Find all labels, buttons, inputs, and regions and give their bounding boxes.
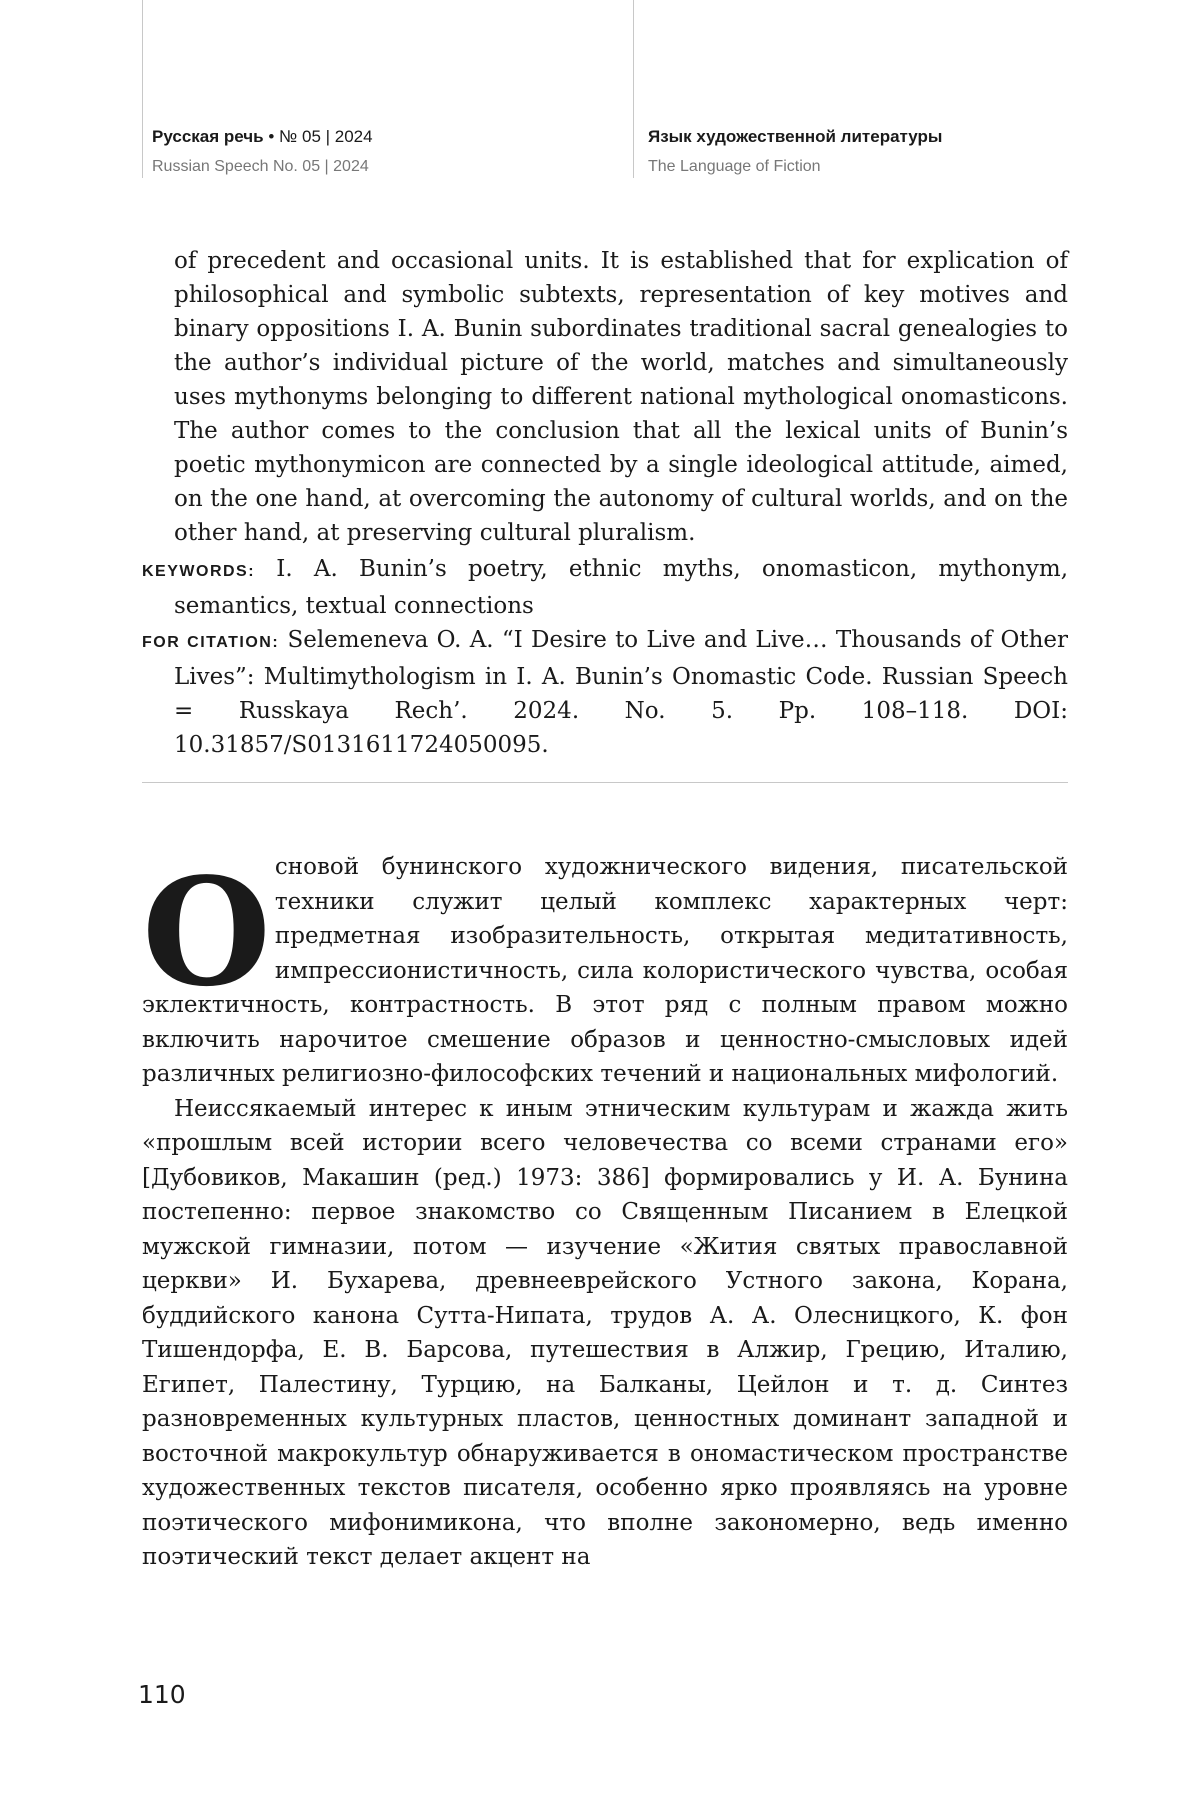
journal-title-en: Russian Speech No. 05 | 2024 — [152, 158, 369, 175]
running-header-right — [648, 126, 942, 178]
keywords-label: KEYWORDS: — [142, 563, 256, 580]
citation — [142, 623, 1068, 762]
section-name-ru: Язык художественной литературы — [648, 127, 943, 146]
section-title-en: The Language of Fiction — [648, 158, 821, 175]
journal-title-ru — [152, 126, 373, 148]
drop-cap: О — [142, 845, 271, 1019]
journal-issue-ru: • № 05 | 2024 — [263, 127, 373, 146]
citation-text: Selemeneva O. A. “I Desire to Live and Live… Thousands of Other Lives”: Multimythologism in I. A. Bunin’s Onomastic Code. Russian Speech = Russkaya Rech’. 2024. No. 5. Pp. 108–118. DOI: 10.31857/S0131611724050095. — [174, 627, 1069, 758]
body-paragraph-1 — [142, 845, 1068, 1092]
page-number: 110 — [138, 1680, 186, 1709]
running-header-left — [152, 126, 373, 178]
section-title-ru — [648, 126, 942, 148]
body-paragraph-1-text: сновой бунинского художнического видения, писательской техники служит целый комплекс характерных черт: предметная изобразительность, открытая медитативность, импрессионистичность, сила колористического чувства, особая эклектичность, контрастность. В этот ряд с полным правом можно включить нарочитое смешение образов и ценностно-смысловых идей различных религиозно-философских течений и национальных мифологий. — [142, 854, 1068, 1087]
citation-label: FOR CITATION: — [142, 634, 280, 651]
header-right-rule — [633, 0, 634, 178]
keywords — [142, 552, 1068, 623]
abstract-text: of precedent and occasional units. It is established that for explication of philosophical and symbolic subtexts, representation of key motives and binary oppositions I. A. Bunin subordinates traditional sacral genealogies to the author’s individual picture of the world, matches and simultaneously uses mythonyms belonging to different national mythological onomasticons. The author comes to the conclusion that all the lexical units of Bunin’s poetic mythonymicon are connected by a single ideological attitude, aimed, on the one hand, at overcoming the autonomy of cultural worlds, and on the other hand, at preserving cultural pluralism. — [174, 248, 1068, 546]
body-paragraph-2: Неиссякаемый интерес к иным этническим культурам и жажда жить «прошлым всей истории всего человечества со всеми странами его» [Дубовиков, Макашин (ред.) 1973: 386] формировались у И. А. Бунина постепенно: первое знакомство со Священным Писанием в Елецкой мужской гимназии, потом — изучение «Жития святых православной церкви» И. Бухарева, древнееврейского Устного закона, Корана, буддийского канона Сутта-Нипата, трудов А. А. Олесницкого, К. фон Тишендорфа, Е. В. Барсова, путешествия в Алжир, Грецию, Италию, Египет, Палестину, Турцию, на Балканы, Цейлон и т. д. Синтез разновременных культурных пластов, ценностных доминант западной и восточной макрокультур обнаруживается в ономастическом пространстве художественных текстов писателя, особенно ярко проявляясь на уровне поэтического мифонимикона, что вполне закономерно, ведь именно поэтический текст делает акцент на — [142, 1095, 1068, 1570]
article-metadata — [142, 552, 1068, 762]
journal-name-ru: Русская речь — [152, 127, 264, 146]
keywords-text: I. A. Bunin’s poetry, ethnic myths, onomasticon, mythonym, semantics, textual connections — [174, 556, 1068, 619]
header-left-rule — [142, 0, 143, 178]
article-body — [142, 845, 1068, 1575]
